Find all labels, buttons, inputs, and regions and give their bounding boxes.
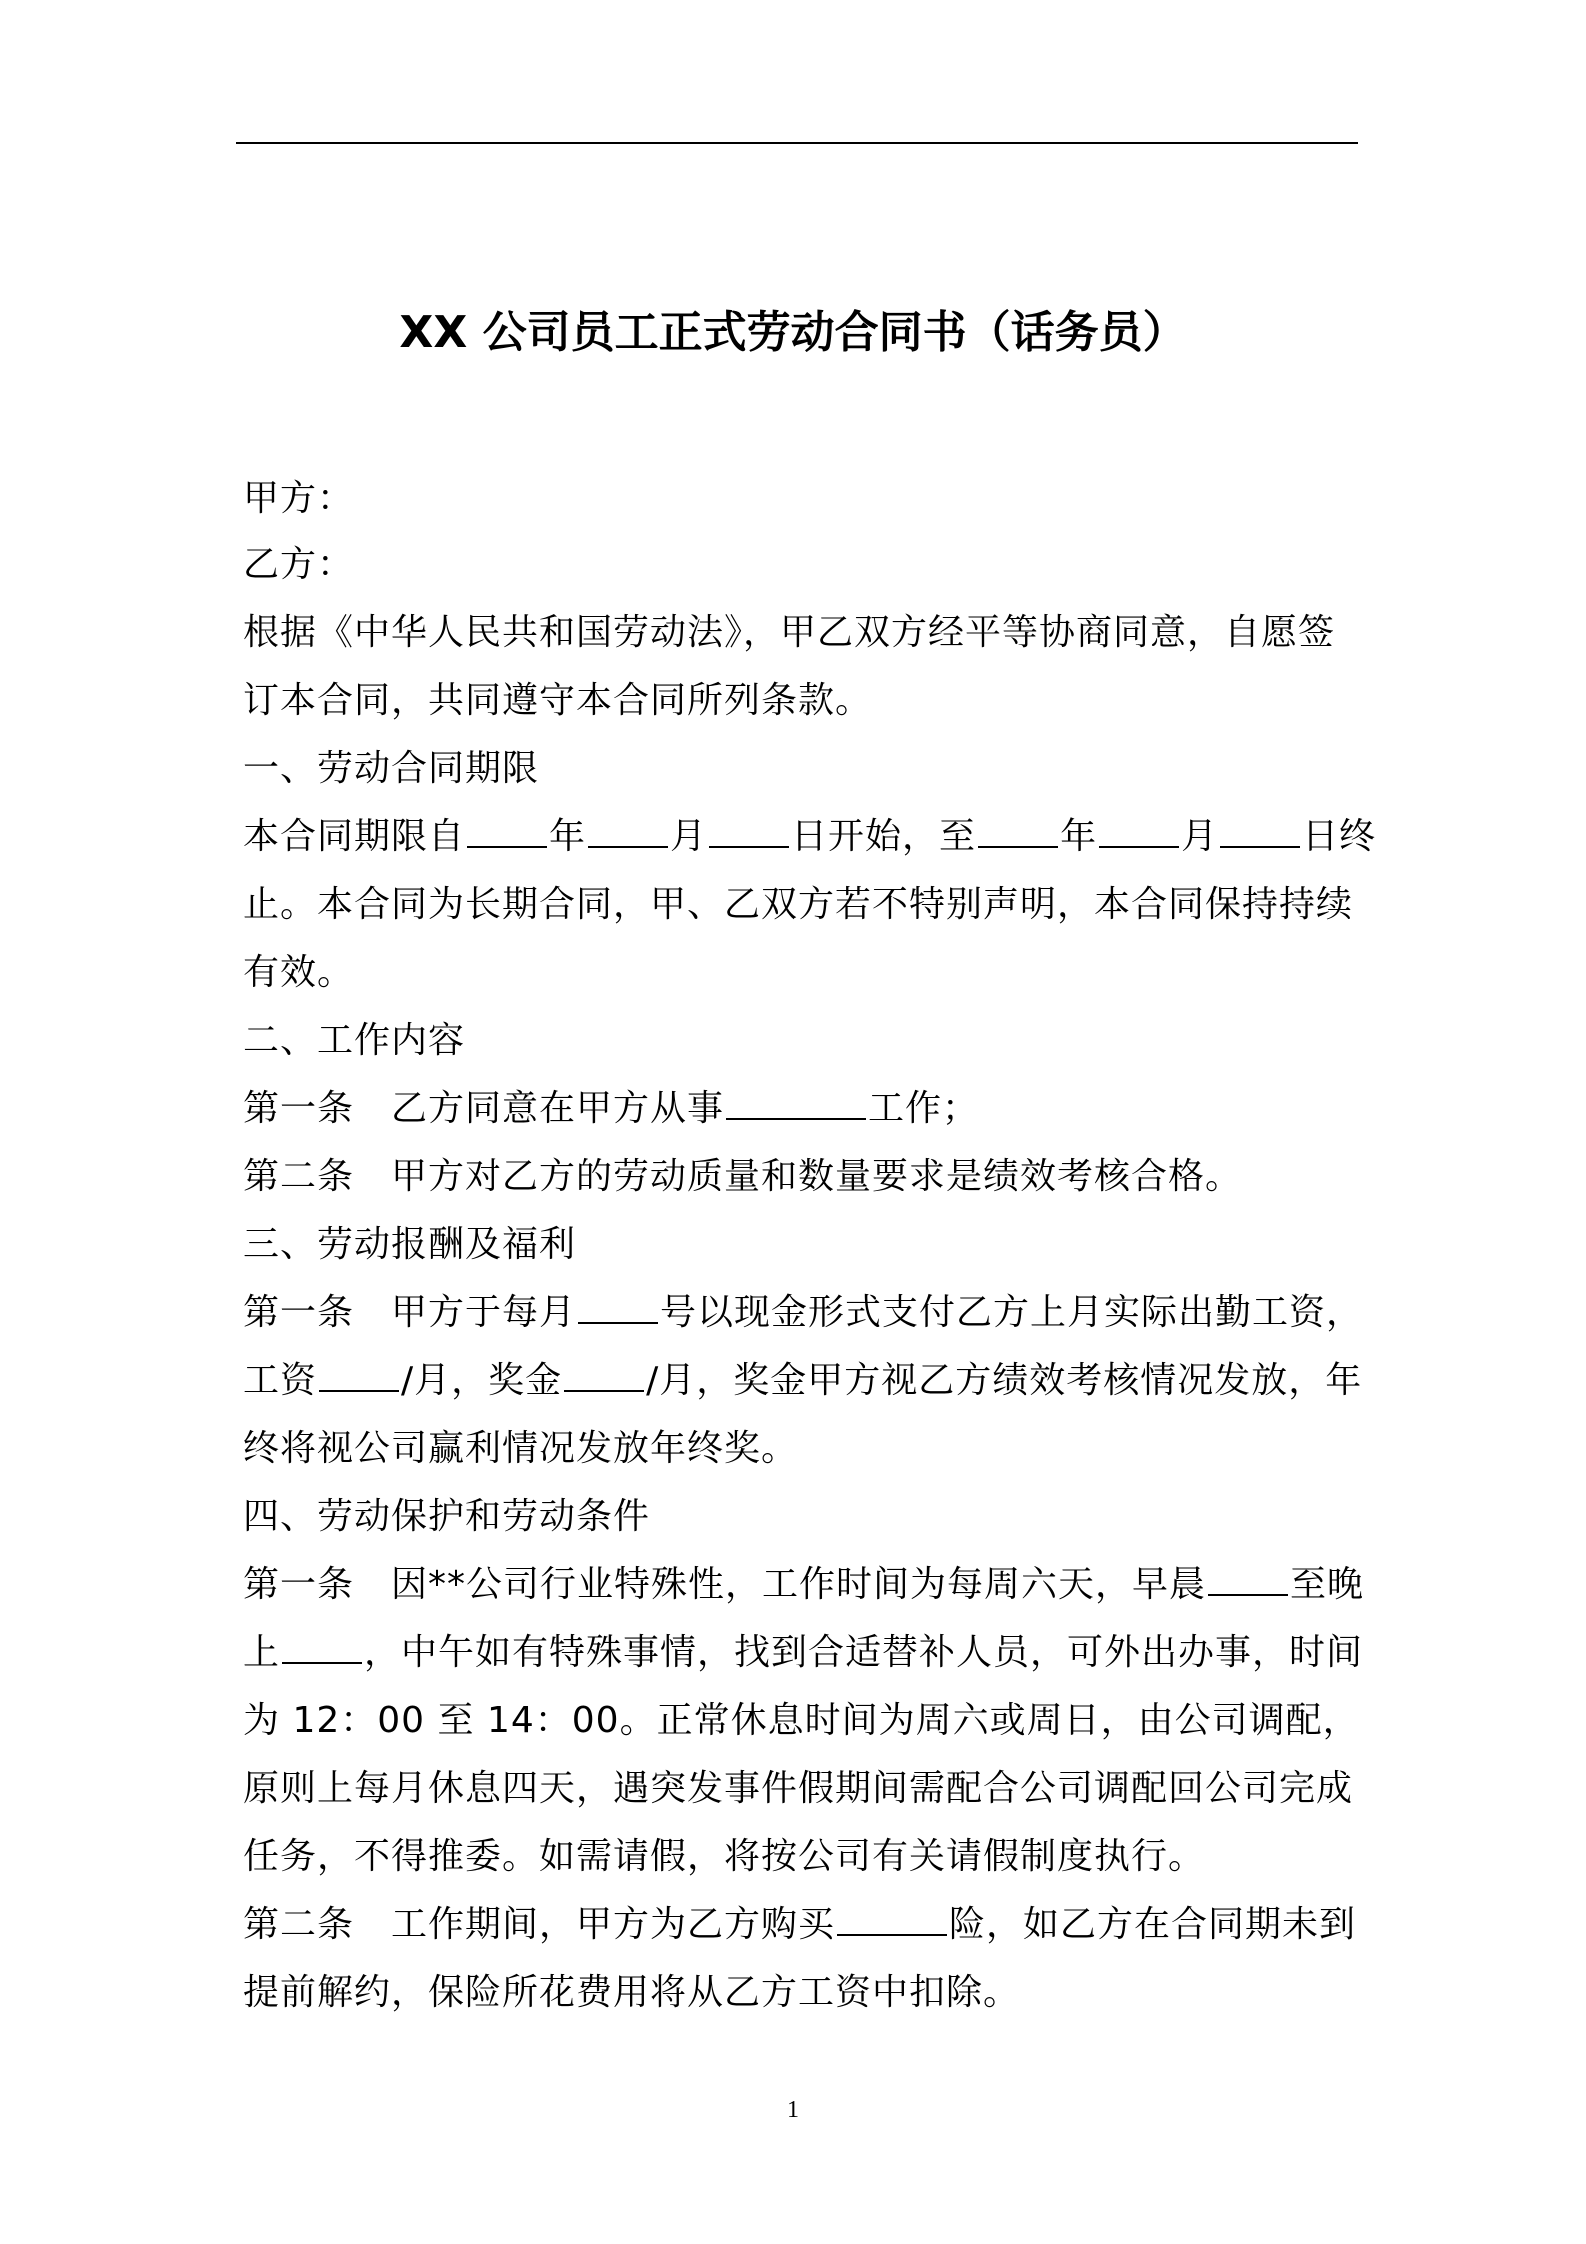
fill-blank-evening-time[interactable] [282,1632,362,1664]
preamble-text: 订本合同，共同遵守本合同所列条款。 [243,680,873,721]
section-heading: 四、劳动保护和劳动条件 [243,1496,651,1537]
text-segment: 日终 [1302,816,1377,857]
party-b-line [243,536,354,587]
text-segment: /月，奖金甲方视乙方绩效考核情况发放，年 [646,1360,1363,1401]
text-segment: 险，如乙方在合同期未到 [949,1904,1357,1945]
text-segment: 号以现金形式支付乙方上月实际出勤工资， [660,1292,1364,1333]
text-segment: ，中午如有特殊事情，找到合适替补人员，可外出办事，时间 [364,1632,1364,1673]
section-heading-term [243,740,539,791]
body-text: 为 12：00 至 14：00。正常休息时间为周六或周日，由公司调配， [243,1700,1360,1741]
term-line-2 [243,876,1353,927]
fill-blank-bonus[interactable] [564,1360,644,1392]
term-line-3 [243,944,354,995]
body-text: 终将视公司赢利情况发放年终奖。 [243,1428,799,1469]
fill-blank-pay-day[interactable] [578,1292,658,1324]
section-heading-protection [243,1488,650,1539]
work-article-1 [243,1080,979,1131]
protection-line-1 [243,1556,1364,1607]
term-line-1 [243,808,1376,859]
fill-blank-insurance[interactable] [837,1904,947,1936]
text-segment: 上 [243,1632,281,1673]
text-segment: 第一条 因**公司行业特殊性，工作时间为每周六天，早晨 [243,1564,1207,1605]
protection-line-4 [243,1760,1353,1811]
party-b-label: 乙方： [243,544,355,585]
preamble-line-1 [243,604,1335,655]
section-heading-pay [243,1216,576,1267]
body-text: 提前解约，保险所花费用将从乙方工资中扣除。 [243,1972,1021,2013]
text-segment: 第一条 乙方同意在甲方从事 [243,1088,725,1129]
body-text: 有效。 [243,952,355,993]
text-segment: 工资 [243,1360,318,1401]
section-heading: 一、劳动合同期限 [243,748,540,789]
protection-line-3 [243,1692,1360,1743]
section-heading: 三、劳动报酬及福利 [243,1224,577,1265]
text-segment: 本合同期限自 [243,816,466,857]
protection-line-5 [243,1828,1205,1879]
protection-line-6 [243,1896,1356,1947]
fill-blank-end-day[interactable] [1220,816,1300,848]
fill-blank-start-day[interactable] [709,816,789,848]
text-segment: 日开始，至 [791,816,977,857]
body-text: 任务，不得推委。如需请假，将按公司有关请假制度执行。 [243,1836,1206,1877]
pay-line-1 [243,1284,1363,1335]
text-segment: 工作； [868,1088,980,1129]
party-a-label: 甲方： [243,478,355,519]
fill-blank-morning-time[interactable] [1208,1564,1288,1596]
work-article-2 [243,1148,1242,1199]
section-heading: 二、工作内容 [243,1020,466,1061]
page-number: 1 [787,2097,799,2123]
document-title: XX 公司员工正式劳动合同书（话务员） [399,307,1187,358]
fill-blank-salary[interactable] [319,1360,399,1392]
preamble-text: 根据《中华人民共和国劳动法》，甲乙双方经平等协商同意，自愿签 [243,612,1336,653]
body-text: 止。本合同为长期合同，甲、乙双方若不特别声明，本合同保持持续 [243,884,1354,925]
protection-line-7 [243,1964,1020,2015]
header-rule [236,142,1358,144]
text-segment: /月，奖金 [401,1360,563,1401]
text-segment: 第二条 工作期间，甲方为乙方购买 [243,1904,836,1945]
text-segment: 第一条 甲方于每月 [243,1292,577,1333]
section-heading-work [243,1012,465,1063]
pay-line-3 [243,1420,798,1471]
fill-blank-job[interactable] [726,1088,866,1120]
body-text: 第二条 甲方对乙方的劳动质量和数量要求是绩效考核合格。 [243,1156,1243,1197]
body-text: 原则上每月休息四天，遇突发事件假期间需配合公司调配回公司完成 [243,1768,1354,1809]
fill-blank-end-year[interactable] [978,816,1058,848]
fill-blank-end-month[interactable] [1099,816,1179,848]
preamble-line-2 [243,672,872,723]
pay-line-2 [243,1352,1362,1403]
text-segment: 月 [1181,816,1219,857]
fill-blank-start-month[interactable] [588,816,668,848]
text-segment: 年 [549,816,587,857]
text-segment: 年 [1060,816,1098,857]
fill-blank-start-year[interactable] [467,816,547,848]
text-segment: 至晚 [1290,1564,1365,1605]
protection-line-2 [243,1624,1363,1675]
party-a-line [243,470,354,521]
text-segment: 月 [670,816,708,857]
